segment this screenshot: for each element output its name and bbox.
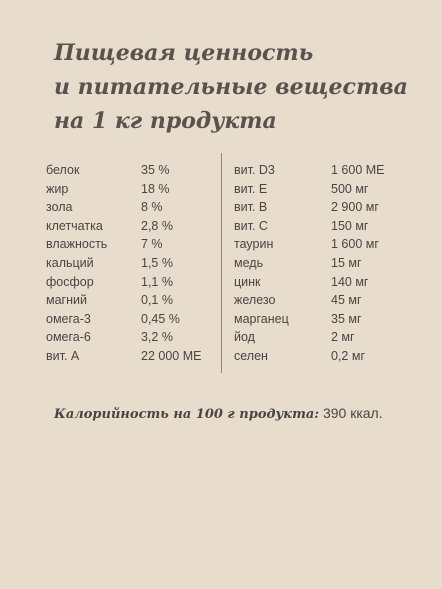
nutrient-name: марганец xyxy=(234,311,289,326)
nutrient-value: 45 мг xyxy=(331,293,362,308)
nutrient-value: 3,2 % xyxy=(141,330,173,345)
nutrient-value: 500 мг xyxy=(331,181,369,196)
nutrient-value: 8 % xyxy=(141,200,163,215)
nutrient-value: 0,45 % xyxy=(141,311,180,326)
nutrient-value: 35 % xyxy=(141,163,170,177)
nutrient-name: омега-6 xyxy=(46,330,91,345)
nutrient-value: 2 900 мг xyxy=(331,200,379,215)
nutrient-value: 7 % xyxy=(141,237,163,252)
page-title xyxy=(54,36,424,138)
nutrient-value: 140 мг xyxy=(331,274,369,289)
nutrient-value: 2 мг xyxy=(331,330,355,345)
nutrient-name: цинк xyxy=(234,274,261,289)
nutrient-value: 35 мг xyxy=(331,311,362,326)
calories-line xyxy=(54,405,383,422)
nutrient-value: 1,5 % xyxy=(141,255,173,270)
nutrient-value: 2,8 % xyxy=(141,218,173,233)
title-line-1: Пищевая ценность xyxy=(54,40,314,66)
nutrient-name: клетчатка xyxy=(46,218,103,233)
nutrient-value: 0,1 % xyxy=(141,293,173,308)
nutrient-name: зола xyxy=(46,200,73,215)
nutrient-value: 150 мг xyxy=(331,218,369,233)
nutrition-table xyxy=(46,161,406,376)
nutrient-name: селен xyxy=(234,348,268,363)
nutrient-value: 0,2 мг xyxy=(331,348,366,363)
nutrient-name: вит. D3 xyxy=(234,163,275,177)
nutrient-value: 15 мг xyxy=(331,255,362,270)
title-line-2: и питательные вещества xyxy=(54,74,408,100)
calories-label: Калорийность на 100 г продукта: xyxy=(54,407,320,422)
nutrient-name: вит. А xyxy=(46,348,80,363)
nutrient-value: 1 600 МЕ xyxy=(331,163,385,177)
column-divider xyxy=(221,153,222,373)
nutrient-value: 22 000 МЕ xyxy=(141,348,202,363)
nutrient-name: вит. Е xyxy=(234,181,268,196)
nutrient-name: железо xyxy=(234,293,276,308)
nutrient-value: 18 % xyxy=(141,181,170,196)
nutrient-value: 1 600 мг xyxy=(331,237,379,252)
nutrient-name: белок xyxy=(46,163,80,177)
nutrient-name: омега-3 xyxy=(46,311,91,326)
nutrient-value: 1,1 % xyxy=(141,274,173,289)
nutrient-name: фосфор xyxy=(46,274,94,289)
nutrient-name: таурин xyxy=(234,237,274,252)
nutrient-name: жир xyxy=(46,181,69,196)
calories-value: 390 ккал. xyxy=(319,405,383,421)
nutrient-name: вит. В xyxy=(234,200,268,215)
title-line-3: на 1 кг продукта xyxy=(54,108,277,134)
nutrient-name: медь xyxy=(234,255,264,270)
nutrient-name: магний xyxy=(46,293,87,308)
nutrient-name: йод xyxy=(234,330,255,345)
nutrient-name: влажность xyxy=(46,237,108,252)
nutrient-name: кальций xyxy=(46,255,94,270)
nutrient-name: вит. С xyxy=(234,218,268,233)
